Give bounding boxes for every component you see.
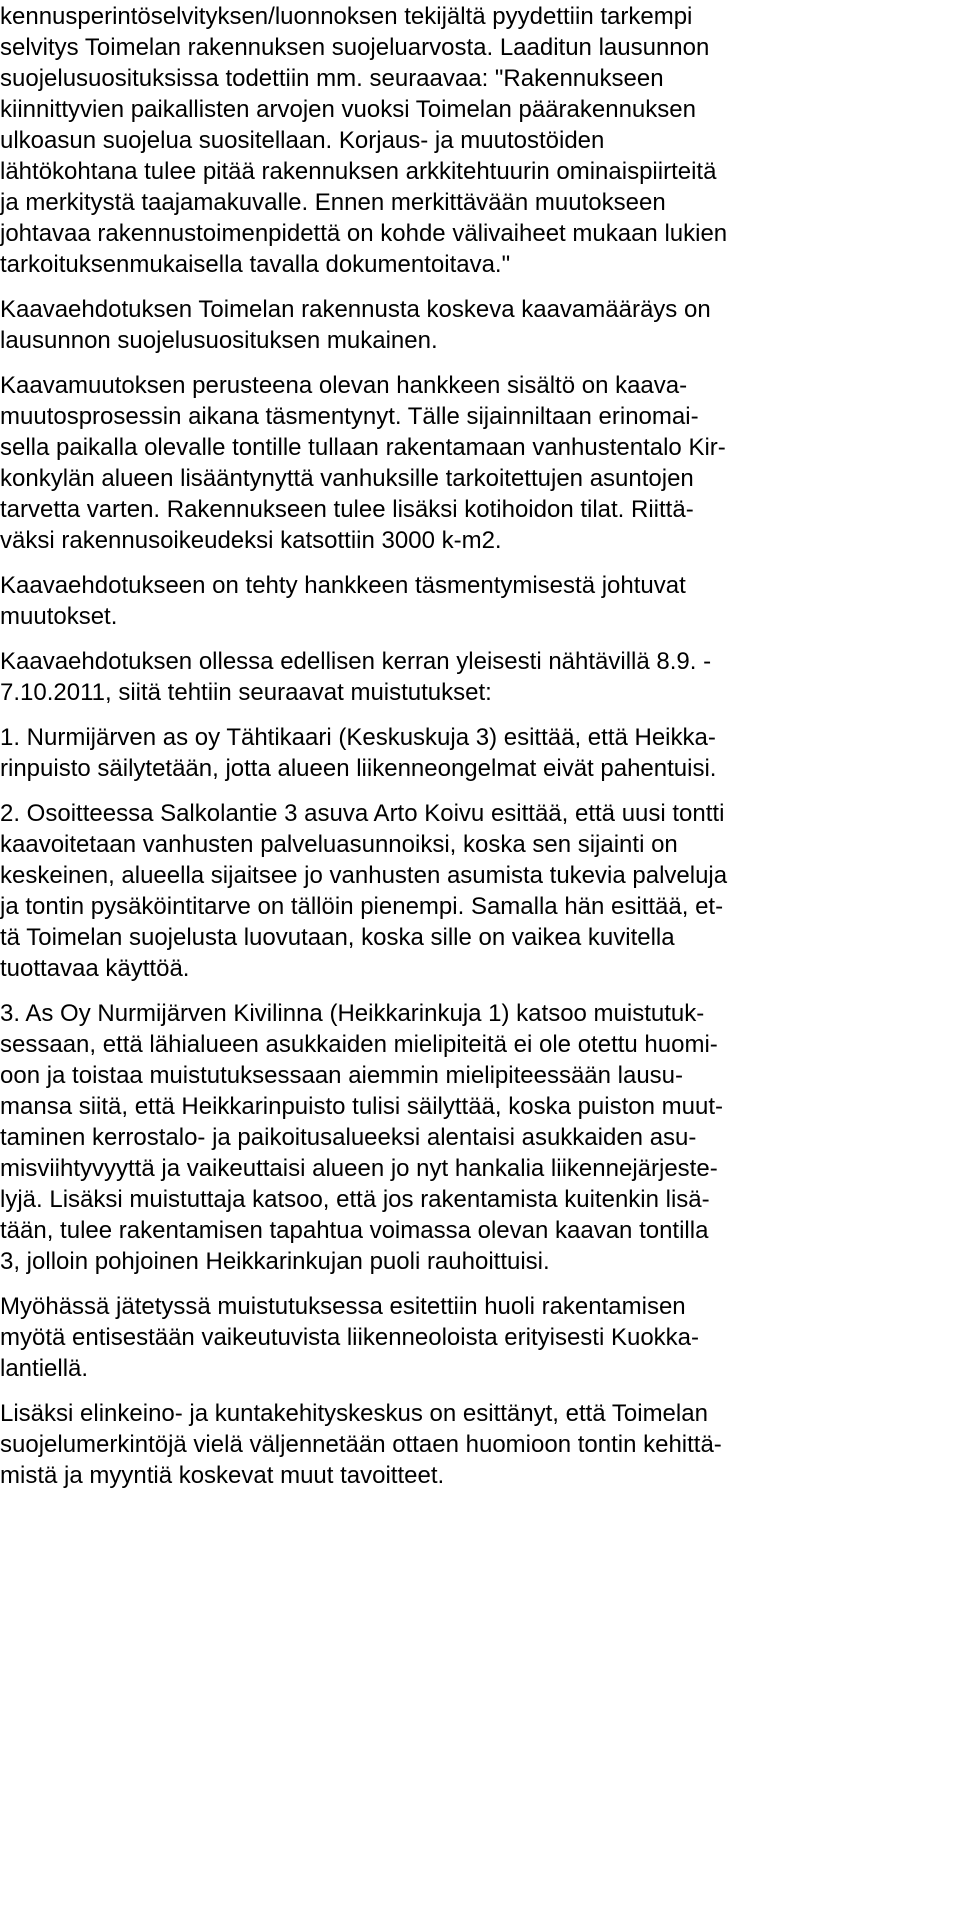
text-line: oon ja toistaa muistutuksessaan aiemmin mielipiteessään lausu- — [0, 1062, 684, 1089]
text-line: Myöhässä jätetyssä muistutuksessa esitettiin huoli rakentamisen — [0, 1293, 686, 1320]
text-line: muutokset. — [0, 603, 118, 630]
text-line: kennusperintöselvityksen/luonnoksen tekijältä pyydettiin tarkempi — [0, 3, 693, 30]
text-line: misviihtyvyyttä ja vaikeuttaisi alueen jo nyt hankalia liikennejärjeste- — [0, 1155, 718, 1182]
text-line: ja tontin pysäköintitarve on tällöin pienempi. Samalla hän esittää, et- — [0, 893, 724, 920]
text-line: ulkoasun suojelua suositellaan. Korjaus- ja muutostöiden — [0, 127, 605, 154]
text-line: tuottavaa käyttöä. — [0, 955, 190, 982]
text-line: 3. As Oy Nurmijärven Kivilinna (Heikkarinkuja 1) katsoo muistutuk- — [0, 1000, 705, 1027]
text-line: lyjä. Lisäksi muistuttaja katsoo, että jos rakentamista kuitenkin lisä- — [0, 1186, 710, 1213]
text-line: konkylän alueen lisääntynyttä vanhuksille tarkoitettujen asuntojen — [0, 465, 694, 492]
text-line: tä Toimelan suojelusta luovutaan, koska sille on vaikea kuvitella — [0, 924, 675, 951]
text-line: Kaavaehdotuksen Toimelan rakennusta koskeva kaavamääräys on — [0, 296, 711, 323]
text-line: keskeinen, alueella sijaitsee jo vanhusten asumista tukevia palveluja — [0, 862, 728, 889]
text-line: kaavoitetaan vanhusten palveluasunnoiksi, koska sen sijainti on — [0, 831, 678, 858]
text-line: väksi rakennusoikeudeksi katsottiin 3000 k-m2. — [0, 527, 502, 554]
text-line: tarkoituksenmukaisella tavalla dokumentoitava." — [0, 251, 511, 278]
text-line: sella paikalla olevalle tontille tullaan rakentamaan vanhustentalo Kir- — [0, 434, 726, 461]
text-line: johtavaa rakennustoimenpidettä on kohde välivaiheet mukaan lukien — [0, 220, 728, 247]
text-line: ja merkitystä taajamakuvalle. Ennen merkittävään muutokseen — [0, 189, 666, 216]
text-line: 3, jolloin pohjoinen Heikkarinkujan puoli rauhoittuisi. — [0, 1248, 550, 1275]
text-line: tään, tulee rakentamisen tapahtua voimassa olevan kaavan tontilla — [0, 1217, 709, 1244]
text-line: Lisäksi elinkeino- ja kuntakehityskeskus on esittänyt, että Toimelan — [0, 1400, 708, 1427]
text-line: muutosprosessin aikana täsmentynyt. Tälle sijainniltaan erinomai- — [0, 403, 699, 430]
text-line: 2. Osoitteessa Salkolantie 3 asuva Arto Koivu esittää, että uusi tontti — [0, 800, 725, 827]
text-line: 7.10.2011, siitä tehtiin seuraavat muistutukset: — [0, 679, 492, 706]
text-line: lausunnon suojelusuosituksen mukainen. — [0, 327, 438, 354]
text-line: kiinnittyvien paikallisten arvojen vuoksi Toimelan päärakennuksen — [0, 96, 696, 123]
text-line: mistä ja myyntiä koskevat muut tavoitteet. — [0, 1462, 445, 1489]
text-line: sessaan, että lähialueen asukkaiden mielipiteitä ei ole otettu huomi- — [0, 1031, 718, 1058]
text-line: 1. Nurmijärven as oy Tähtikaari (Keskuskuja 3) esittää, että Heikka- — [0, 724, 716, 751]
text-line: lähtökohtana tulee pitää rakennuksen arkkitehtuurin ominaispiirteitä — [0, 158, 717, 185]
text-line: lantiellä. — [0, 1355, 89, 1382]
text-line: suojelusuosituksissa todettiin mm. seuraavaa: "Rakennukseen — [0, 65, 664, 92]
text-line: selvitys Toimelan rakennuksen suojeluarvosta. Laaditun lausunnon — [0, 34, 710, 61]
text-line: suojelumerkintöjä vielä väljennetään ottaen huomioon tontin kehittä- — [0, 1431, 722, 1458]
text-line: Kaavamuutoksen perusteena olevan hankkeen sisältö on kaava- — [0, 372, 688, 399]
text-line: tarvetta varten. Rakennukseen tulee lisäksi kotihoidon tilat. Riittä- — [0, 496, 694, 523]
text-line: taminen kerrostalo- ja paikoitusalueeksi alentaisi asukkaiden asu- — [0, 1124, 697, 1151]
text-line: Kaavaehdotuksen ollessa edellisen kerran yleisesti nähtävillä 8.9. - — [0, 648, 712, 675]
text-line: myötä entisestään vaikeutuvista liikenneoloista erityisesti Kuokka- — [0, 1324, 700, 1351]
text-line: rinpuisto säilytetään, jotta alueen liikenneongelmat eivät pahentuisi. — [0, 755, 717, 782]
text-line: Kaavaehdotukseen on tehty hankkeen täsmentymisestä johtuvat — [0, 572, 686, 599]
text-line: mansa siitä, että Heikkarinpuisto tulisi säilyttää, koska puiston muut- — [0, 1093, 723, 1120]
